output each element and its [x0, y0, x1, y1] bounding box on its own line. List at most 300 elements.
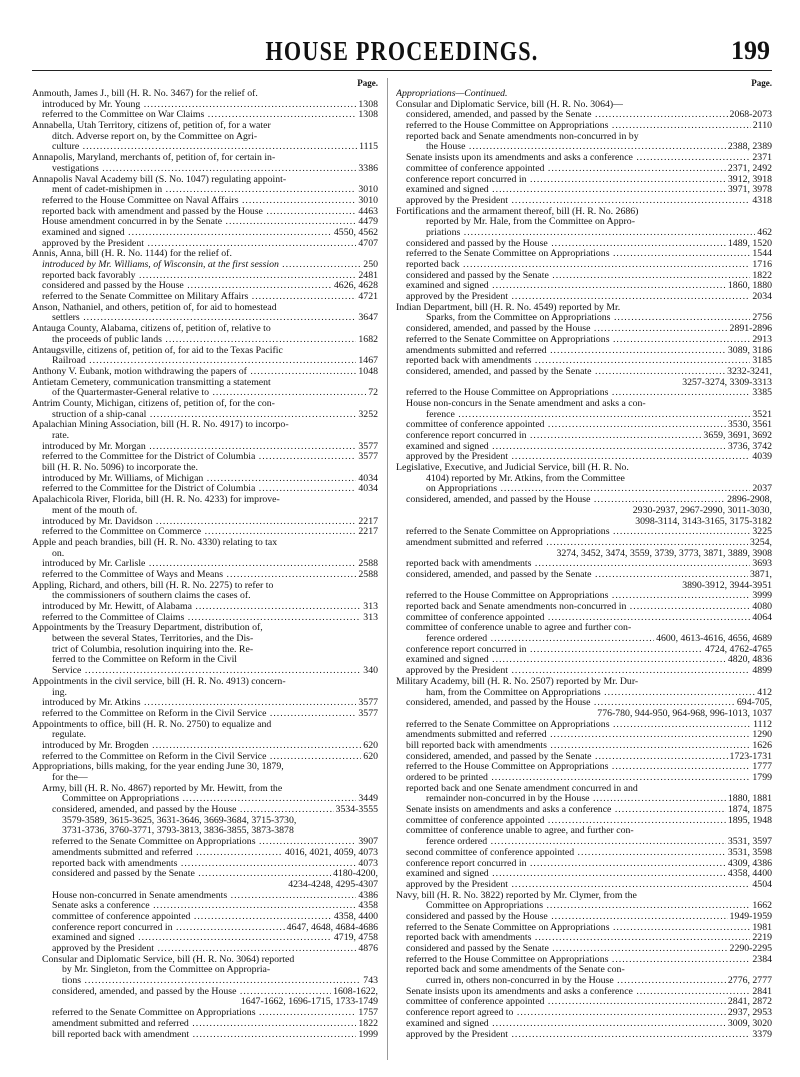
entry-text: introduced by Mr. Williams, of Wisconsin, at the first session .....	[42, 260, 378, 271]
index-entry	[396, 153, 772, 164]
entry-text: conference report concurred in .....	[406, 859, 772, 870]
entry-text: 776-780, 944-950, 964-968, 996-1013, 1037	[597, 708, 772, 719]
index-entry	[396, 613, 772, 624]
index-entry	[32, 538, 378, 549]
index-entry	[32, 271, 378, 282]
entry-text: referred to the Senate Committee on Appropriations .....	[52, 1008, 378, 1019]
index-entry	[32, 613, 378, 624]
entry-text: Annapolis Naval Academy bill (S. No. 1047) regulating appoint-	[32, 174, 287, 185]
index-entry	[396, 346, 772, 357]
index-entry	[32, 933, 378, 944]
entry-text: referred to the Committee on Commerce .....	[42, 527, 378, 538]
index-entry	[396, 794, 772, 805]
entry-text: ference .....	[426, 410, 772, 421]
index-entry	[32, 506, 378, 517]
entry-page-ref: 2037	[752, 484, 772, 495]
index-entry	[396, 474, 772, 485]
entry-text: rate.	[52, 431, 70, 441]
index-entry	[32, 399, 378, 410]
entry-page-ref: 2068-2073	[729, 110, 772, 121]
index-entry	[32, 581, 378, 592]
index-entry	[396, 292, 772, 303]
entry-text: committee of conference unable to agree, and further con-	[406, 826, 634, 837]
entry-page-ref: 2384	[752, 954, 772, 965]
entry-text: ment of the mouth of.	[52, 505, 138, 516]
column-divider	[387, 78, 388, 1060]
entry-page-ref: 3386	[358, 163, 378, 174]
index-entry	[32, 207, 378, 218]
index-entry	[396, 688, 772, 699]
entry-page-ref: 4064	[752, 612, 772, 623]
entry-text: trict of Columbia, resolution inquiring into the. Re-	[52, 644, 254, 655]
entry-text: ment of cadet-mishipmen in .....	[52, 185, 378, 196]
entry-page-ref: 3449	[358, 794, 378, 805]
entry-text: introduced by Mr. Hewitt, of Alabama .....	[42, 602, 378, 613]
entry-text: committee of conference appointed .....	[406, 816, 772, 827]
entry-page-ref: 1115	[359, 142, 378, 153]
index-entry	[396, 121, 772, 132]
entry-text: introduced by Mr. Williams, of Michigan .....	[42, 474, 378, 485]
entry-page-ref: 2588	[358, 559, 378, 570]
index-entry	[396, 773, 772, 784]
entry-text: considered, amended, and passed by the Senate .....	[406, 367, 772, 378]
entry-page-ref: 1777	[752, 762, 772, 773]
entry-text: reported back and some amendments of the Senate con-	[406, 965, 625, 976]
entry-text: introduced by Mr. Morgan .....	[42, 442, 378, 453]
entry-text: Army, bill (H. R. No. 4867) reported by Mr. Hewitt, from the	[42, 783, 283, 794]
entry-text: introduced by Mr. Brogden .....	[42, 741, 378, 752]
index-entry	[396, 100, 772, 111]
entry-page-ref: 4600, 4613-4616, 4656, 4689	[656, 634, 772, 645]
entry-page-ref: 2776, 2777	[727, 976, 772, 987]
entry-page-ref: 4463	[358, 206, 378, 217]
entry-page-ref: 4899	[752, 666, 772, 677]
entry-page-ref: 3577	[358, 708, 378, 719]
entry-text: struction of a ship-canal .....	[52, 410, 378, 421]
index-entry	[32, 239, 378, 250]
index-entry	[32, 313, 378, 324]
entry-page-ref: 2217	[358, 516, 378, 527]
index-entry	[32, 762, 378, 773]
index-entry	[32, 153, 378, 164]
entry-text: remainder non-concurred in by the House .....	[426, 794, 772, 805]
index-entry	[32, 698, 378, 709]
entry-text: regulate.	[52, 730, 86, 741]
index-entry	[32, 688, 378, 699]
index-entry	[32, 132, 378, 143]
entry-page-ref: 694-705,	[736, 698, 772, 709]
index-entry	[32, 965, 378, 976]
entry-text: examined and signed .....	[42, 228, 378, 239]
entry-page-ref: 620	[363, 740, 378, 751]
entry-text: bill reported back with amendment .....	[52, 1030, 378, 1041]
entry-text: House non-concurred in Senate amendments .....	[52, 891, 378, 902]
entry-text: on Appropriations .....	[426, 484, 772, 495]
entry-text: committee of conference appointed .....	[406, 613, 772, 624]
index-entry	[396, 645, 772, 656]
index-entry	[396, 869, 772, 880]
entry-text: committee of conference appointed .....	[52, 912, 378, 923]
index-entry	[396, 997, 772, 1008]
entry-page-ref: 1716	[752, 260, 772, 270]
entry-text: tions .....	[62, 976, 378, 987]
index-entry	[32, 303, 378, 314]
entry-text: on.	[52, 548, 65, 559]
entry-text: by Mr. Singleton, from the Committee on Appropria-	[62, 965, 271, 976]
index-entry	[396, 527, 772, 538]
entry-page-ref: 3254,	[749, 537, 772, 548]
entry-text: referred to the Committee of Claims .....	[42, 613, 378, 624]
entry-page-ref: 3999	[752, 591, 772, 602]
index-entry	[32, 677, 378, 688]
entry-text: reported back with amendments .....	[406, 559, 772, 570]
index-entry	[396, 431, 772, 442]
entry-text: Consular and Diplomatic Service, bill (H. R. No. 3064)—	[396, 99, 623, 110]
index-entry	[32, 709, 378, 720]
index-entry	[396, 228, 772, 239]
entry-page-ref: 2841, 2872	[727, 997, 772, 1008]
entry-text: referred to the Senate Committee on Appropriations .....	[406, 527, 772, 538]
index-entry	[396, 623, 772, 634]
index-entry	[396, 976, 772, 987]
entry-page-ref: 1662	[752, 901, 772, 912]
entry-page-ref: 313	[363, 602, 378, 612]
entry-text: considered, amended, and passed by the House .....	[52, 987, 378, 998]
index-entry	[32, 420, 378, 431]
running-header	[32, 30, 772, 71]
index-entry	[32, 880, 378, 891]
entry-page-ref: 1822	[752, 270, 772, 281]
entry-page-ref: 1112	[753, 719, 772, 730]
entry-text: approved by the President .....	[406, 1030, 772, 1041]
entry-text: 4234-4248, 4295-4307	[288, 879, 378, 890]
index-entry	[396, 538, 772, 549]
index-entry	[396, 655, 772, 666]
entry-page-ref: 3530, 3561	[727, 420, 772, 431]
entry-page-ref: 2756	[752, 313, 772, 324]
index-entry	[32, 527, 378, 538]
entry-text: referred to the Senate Committee on Appropriations .....	[406, 720, 772, 731]
entry-text: approved by the President .....	[406, 666, 772, 677]
entry-page-ref: 2388, 2389	[727, 142, 772, 153]
entry-text: Sparks, from the Committee on Appropriations .....	[426, 313, 772, 324]
index-entry	[32, 794, 378, 805]
entry-text: referred to the Senate Committee on Military Affairs .....	[42, 292, 378, 303]
index-entry	[32, 869, 378, 880]
entry-page-ref: 743	[363, 976, 378, 987]
entry-text: committee of conference appointed .....	[406, 164, 772, 175]
entry-page-ref: 2891-2896	[729, 324, 772, 335]
index-entry	[32, 356, 378, 367]
index-entry	[396, 709, 772, 720]
entry-text: amendments submitted and referred .....	[52, 848, 378, 859]
entry-page-ref: 2034	[752, 292, 772, 303]
index-entry	[32, 623, 378, 634]
entry-page-ref: 1880, 1881	[727, 794, 772, 805]
entry-text: Appropriations, bills making, for the year ending June 30, 1879,	[32, 762, 284, 773]
index-entry	[396, 110, 772, 121]
index-entry	[32, 517, 378, 528]
entry-text: conference report concurred in .....	[406, 645, 772, 656]
entry-text: referred to the House Committee on Appropriations .....	[406, 388, 772, 399]
entry-text: Navy, bill (H. R. No. 3822) reported by Mr. Clymer, from the	[396, 890, 637, 901]
entry-page-ref: 1874, 1875	[727, 805, 772, 816]
entry-text: between the several States, Territories, and the Dis-	[52, 634, 254, 645]
index-entry	[32, 752, 378, 763]
entry-text: conference report concurred in .....	[406, 175, 772, 186]
index-entry	[396, 987, 772, 998]
index-entry	[396, 463, 772, 474]
entry-text: 2930-2937, 2967-2990, 3011-3030,	[632, 505, 772, 516]
entry-page-ref: 2371, 2492	[727, 163, 772, 174]
entry-text: Senate insists upon its amendments and asks a conference .....	[406, 987, 772, 998]
index-entry	[396, 1030, 772, 1041]
index-entry	[32, 89, 378, 100]
index-entry	[32, 335, 378, 346]
entry-page-ref: 4820, 4836	[727, 655, 772, 666]
index-entry	[396, 741, 772, 752]
entry-page-ref: 4034	[358, 473, 378, 484]
entry-page-ref: 4309, 4386	[727, 858, 772, 869]
index-entry	[396, 303, 772, 314]
index-column-right	[396, 78, 772, 1040]
entry-page-ref: 250	[363, 260, 378, 270]
entry-page-ref: 1048	[358, 366, 378, 377]
entry-text: referred to the House Committee on Appropriations .....	[406, 955, 772, 966]
entry-text: Service .....	[52, 666, 378, 677]
index-entry	[32, 142, 378, 153]
entry-text: Anthony V. Eubank, motion withdrawing the papers of .....	[32, 367, 378, 378]
index-entry	[396, 442, 772, 453]
entry-text: referred to the Committee on War Claims .....	[42, 110, 378, 121]
entry-text: reported back and Senate amendments non-concurred in by	[406, 131, 639, 142]
entry-text: 1647-1662, 1696-1715, 1733-1749	[240, 997, 378, 1008]
index-entry	[396, 762, 772, 773]
entry-text: Apple and peach brandies, bill (H. R. No. 4330) relating to tax	[32, 537, 278, 548]
entry-text: approved by the President .....	[406, 196, 772, 207]
index-entry	[396, 517, 772, 528]
index-entry	[396, 260, 772, 271]
entry-page-ref: 3912, 3918	[727, 174, 772, 185]
entry-text: Antaugsville, citizens of, petition of, for aid to the Texas Pacific	[32, 345, 283, 356]
entry-text: Fortifications and the armament thereof, bill (H. R. No. 2686)	[396, 206, 639, 217]
entry-text: examined and signed .....	[406, 1019, 772, 1030]
index-entry	[32, 987, 378, 998]
entry-text: Senate insists on amendments and asks a conference .....	[406, 805, 772, 816]
entry-text: examined and signed .....	[406, 442, 772, 453]
entry-page-ref: 2110	[752, 121, 772, 132]
index-entry	[396, 239, 772, 250]
entry-text: Annis, Anna, bill (H. R. No. 1144) for the relief of.	[32, 249, 232, 260]
entry-page-ref: 4358, 4400	[333, 911, 378, 922]
entry-text: considered, amended, and passed by the House .....	[52, 805, 378, 816]
index-entry	[32, 816, 378, 827]
entry-text: reported back with amendments .....	[406, 356, 772, 367]
index-entry	[396, 698, 772, 709]
entry-text: examined and signed .....	[52, 933, 378, 944]
index-entry	[32, 912, 378, 923]
entry-text: examined and signed .....	[406, 185, 772, 196]
entry-page-ref: 3089, 3186	[727, 345, 772, 356]
entry-text: ference ordered .....	[426, 634, 772, 645]
index-entry	[32, 859, 378, 870]
entry-text: Appropriations—Continued.	[396, 89, 508, 99]
entry-page-ref: 4719, 4758	[333, 933, 378, 944]
entry-text: Appointments by the Treasury Department, distribution of,	[32, 623, 263, 634]
index-entry	[396, 1008, 772, 1019]
index-entry	[396, 452, 772, 463]
entry-text: referred to the Committee for the District of Columbia .....	[42, 484, 378, 495]
entry-page-ref: 3521	[752, 409, 772, 420]
index-entry	[396, 378, 772, 389]
index-entry	[396, 730, 772, 741]
entry-text: approved by the President .....	[406, 292, 772, 303]
index-entry	[396, 313, 772, 324]
page-number: 199	[731, 36, 770, 65]
index-entry	[32, 602, 378, 613]
index-entry	[396, 164, 772, 175]
index-entry	[32, 944, 378, 955]
entry-text: Apalachian Mining Association, bill (H. R. No. 4917) to incorpo-	[32, 420, 289, 431]
entry-page-ref: 3232-3241,	[727, 366, 772, 377]
entry-text: Indian Department, bill (H. R. No. 4549) reported by Mr.	[396, 302, 621, 313]
index-entry	[396, 89, 772, 100]
entry-page-ref: 340	[363, 666, 378, 677]
index-column-left	[32, 78, 378, 1040]
entry-text: reported back favorably .....	[42, 271, 378, 282]
entry-text: introduced by Mr. Young .....	[42, 100, 378, 111]
index-entry	[396, 1019, 772, 1030]
entry-page-ref: 3693	[752, 559, 772, 570]
entry-page-ref: 4876	[358, 944, 378, 954]
index-entry	[396, 484, 772, 495]
index-entry	[396, 591, 772, 602]
entry-text: considered, amended, and passed by the Senate .....	[406, 110, 772, 121]
index-entry	[32, 901, 378, 912]
entry-text: committee of conference appointed .....	[406, 420, 772, 431]
entry-text: 4104) reported by Mr. Atkins, from the Committee	[426, 473, 625, 484]
index-entry	[396, 367, 772, 378]
entry-text: Consular and Diplomatic Service, bill (H. R. No. 3064) reported	[42, 954, 295, 965]
entry-page-ref: 462	[757, 227, 772, 238]
entry-page-ref: 3577	[358, 441, 378, 452]
index-entry	[32, 452, 378, 463]
index-entry	[32, 976, 378, 987]
index-entry	[396, 848, 772, 859]
entry-text: House amendment concurred in by the Senate .....	[42, 217, 378, 228]
index-entry	[32, 324, 378, 335]
index-entry	[32, 164, 378, 175]
entry-page-ref: 620	[363, 751, 378, 762]
index-entry	[396, 207, 772, 218]
entry-text: reported back and Senate amendments non-concurred in .....	[406, 602, 772, 613]
entry-page-ref: 3225	[752, 527, 772, 538]
index-entry	[396, 784, 772, 795]
entry-page-ref: 1290	[752, 730, 772, 741]
index-entry	[32, 837, 378, 848]
entry-text: considered and passed by the House .....	[406, 912, 772, 923]
index-entry	[32, 281, 378, 292]
entry-text: approved by the President .....	[42, 239, 378, 250]
index-entry	[396, 634, 772, 645]
entry-text: Appointments in the civil service, bill (H. R. No. 4913) concern-	[32, 676, 286, 687]
entry-text: 3579-3589, 3615-3625, 3631-3646, 3669-3684, 3715-3730,	[62, 815, 297, 826]
entry-page-ref: 3971, 3978	[727, 185, 772, 196]
entry-text: amendment submitted and referred .....	[52, 1019, 378, 1030]
index-entry	[32, 826, 378, 837]
entry-page-ref: 1822	[358, 1018, 378, 1029]
entry-page-ref: 313	[363, 612, 378, 623]
entry-text: Committee on Appropriations .....	[62, 794, 378, 805]
index-entry	[32, 720, 378, 731]
index-entry	[32, 634, 378, 645]
entry-page-ref: 3577	[358, 698, 378, 709]
entry-page-ref: 4080	[752, 602, 772, 612]
entry-text: Senate asks a conference .....	[52, 901, 378, 912]
entry-page-ref: 1608-1622,	[333, 986, 378, 997]
index-entry	[396, 581, 772, 592]
entry-text: considered, amended, and passed by the House .....	[406, 324, 772, 335]
entry-page-ref: 4073	[358, 858, 378, 869]
index-entry	[32, 121, 378, 132]
index-entry	[396, 677, 772, 688]
entry-text: reported back with amendments .....	[52, 859, 378, 870]
index-entry	[396, 912, 772, 923]
entry-text: reported back and one Senate amendment concurred in and	[406, 783, 638, 794]
entry-text: reported back with amendments .....	[406, 933, 772, 944]
entry-text: referred to the Committee for the District of Columbia .....	[42, 452, 378, 463]
entry-page-ref: 1308	[358, 110, 378, 121]
index-entry	[396, 570, 772, 581]
index-entry	[396, 666, 772, 677]
index-entry	[32, 997, 378, 1008]
index-entry	[396, 559, 772, 570]
index-entry	[32, 484, 378, 495]
index-entry	[32, 495, 378, 506]
index-entry	[396, 281, 772, 292]
entry-page-ref: 1999	[358, 1029, 378, 1040]
entry-text: the proceeds of public lands .....	[52, 335, 378, 346]
entry-text: reported by Mr. Hale, from the Committee on Appro-	[426, 217, 635, 228]
index-entry	[32, 228, 378, 239]
index-entry	[396, 880, 772, 891]
entry-text: examined and signed .....	[406, 869, 772, 880]
page-title: HOUSE PROCEEDINGS.	[265, 36, 539, 66]
entry-text: Committee on Appropriations .....	[426, 901, 772, 912]
index-entry	[396, 142, 772, 153]
entry-text: referred to the House Committee on Appropriations .....	[406, 121, 772, 132]
entry-text: Antrim County, Michigan, citizens of, petition of, for the con-	[32, 398, 275, 409]
entry-text: ing.	[52, 687, 67, 698]
entry-text: conference report agreed to .....	[406, 1008, 772, 1019]
entry-text: reported back .....	[406, 260, 772, 271]
entry-page-ref: 1723-1731	[729, 751, 772, 762]
index-entry	[396, 837, 772, 848]
entry-text: Annapolis, Maryland, merchants of, petition of, for certain in-	[32, 153, 276, 164]
index-entry	[32, 367, 378, 378]
entry-text: approved by the President .....	[406, 452, 772, 463]
entry-text: Railroad .....	[52, 356, 378, 367]
entry-text: 3890-3912, 3944-3951	[682, 580, 772, 591]
index-entry	[396, 816, 772, 827]
entry-text: Legislative, Executive, and Judicial Service, bill (H. R. No.	[396, 463, 629, 474]
index-entry	[32, 463, 378, 474]
index-entry	[396, 944, 772, 955]
entry-page-ref: 3647	[358, 313, 378, 324]
index-entry	[396, 249, 772, 260]
entry-page-ref: 4318	[752, 195, 772, 206]
entry-page-ref: 2219	[752, 933, 772, 944]
